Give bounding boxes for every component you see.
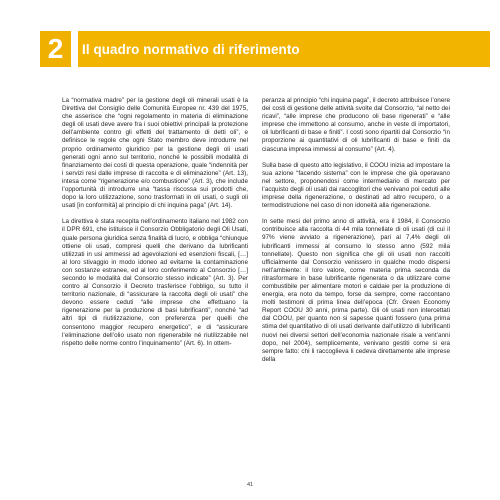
chapter-number: 2	[40, 31, 71, 67]
page-number: 41	[246, 482, 254, 488]
paragraph: In sette mesi del primo anno di attività, era il 1984, il Consorzio contribuisce alla raccolta di 44 mila tonnellate di oli usati (di cui il 97% viene avviato a rigenerazione), pari al 7,4% degli oli lubrificanti immessi al consumo lo stesso anno (592 mila tonnellate). Questo non significa che gli oli usati non raccolti ufficialmente dal Consorzio venissero in qualche modo dispersi nell’ambiente: il loro valore, come materia prima seconda da ritrasformare in base lubrificante rigenerata o da utilizzare come combustibile per alimentare motori e caldaie per la produzione di energia, era noto da tempo, forse da sempre, come raccontano molti testimoni di prima linea dell’epoca (Cfr. Green Economy Report COOU 30 anni, prima parte). Gli oli usati non intercettati dal COOU, per quanto non si sapesse quanti fossero (una prima stima del quantitativo di oli usati derivante dall’utilizzo di lubrificanti nuovi nei diversi settori dell’economia nazionale risale a vent’anni dopo, nel 2004), semplicemente, venivano gestiti come si era sempre fatto: chi li raccoglieva li cedeva direttamente alle imprese della	[262, 218, 450, 363]
chapter-header	[40, 31, 490, 67]
paragraph: La “normativa madre” per la gestione degli oli minerali usati è la Direttiva del Consiglio delle Comunità Europee nr. 439 del 1975, che asserisce che “ogni regolamento in materia di eliminazione degli oli usati deve avere fra i suoi obiettivi principali la protezione dell’ambiente contro gli effetti del trattamento di detti oli”, e definisce le regole che ogni Stato membro deve introdurre nel proprio ordinamento giuridico per la gestione degli oli usati generati ogni anno sul territorio, nonché le possibili modalità di finanziamento dei costi di questa operazione, quale “indennità per i servizi resi dalle imprese di raccolta e di eliminazione” (Art. 13), intesa come “rigenerazione e/o combustione” (Art. 3), che include l’opportunità di introdurre una “tassa riscossa sui prodotti che, dopo la loro utilizzazione, sono trasformati in oli usati, o sugli oli usati [in conformità] al principio di chi inquina paga” (Art. 14).	[62, 97, 248, 210]
chapter-title: Il quadro normativo di riferimento	[82, 41, 300, 57]
right-column	[262, 97, 450, 372]
paragraph: La direttiva è stata recepita nell’ordinamento italiano nel 1982 con il DPR 691, che istituisce il Consorzio Obbligatorio degli Oli Usati, quale persona giuridica senza finalità di lucro, e obbliga “chiunque ottiene oli usati, compresi quelli che derivano da lubrificanti utilizzati in usi ammessi ad agevolazioni ed esenzioni fiscali, […] al loro stivaggio in modo idoneo ad evitarne la contaminazione con sostanze estranee, ed al loro conferimento al Consorzio […] secondo le modalità dal Consorzio stesso indicate” (Art. 3). Per contro al Consorzio il Decreto trasferisce l’obbligo, su tutto il territorio nazionale, di “assicurare la raccolta degli oli usati” che devono essere ceduti “alle imprese che effettuano la rigenerazione per la produzione di basi lubrificanti”, nonché “ad altri tipi di riutilizzazione, con preferenza per quelli che consentono maggior recupero energetico”, e di “assicurare l’eliminazione dell’olio usato non rigenerabile né riutilizzabile nel rispetto delle norme contro l’inquinamento” (Art. 6). In ottem-	[62, 218, 248, 347]
left-column	[62, 97, 248, 356]
paragraph: Sulla base di questo atto legislativo, il COOU inizia ad impostare la sua azione “facendo sistema” con le imprese che già operavano nel settore, proponendosi come intermediario di mercato per l’acquisto degli oli usati dai raccoglitori che venivano poi ceduti alle imprese della rigenerazione, o destinati ad altro recupero, o a termodistruzione nel caso di non idoneità alla rigenerazione.	[262, 161, 450, 210]
chapter-title-bar	[78, 31, 490, 67]
paragraph: peranza al principio “chi inquina paga”, il decreto attribuisce l’onere dei costi di gestione delle attività svolte dal Consorzio, “al netto dei ricavi”, “alle imprese che producono oli base rigenerati” e “alle imprese che immettono al consumo, anche in veste di importatori, oli lubrificanti di base e finiti”. I costi sono ripartiti dal Consorzio “in proporzione ai quantitativi di oli lubrificanti di base e finiti da ciascuna impresa immessi al consumo” (Art. 4).	[262, 97, 450, 153]
